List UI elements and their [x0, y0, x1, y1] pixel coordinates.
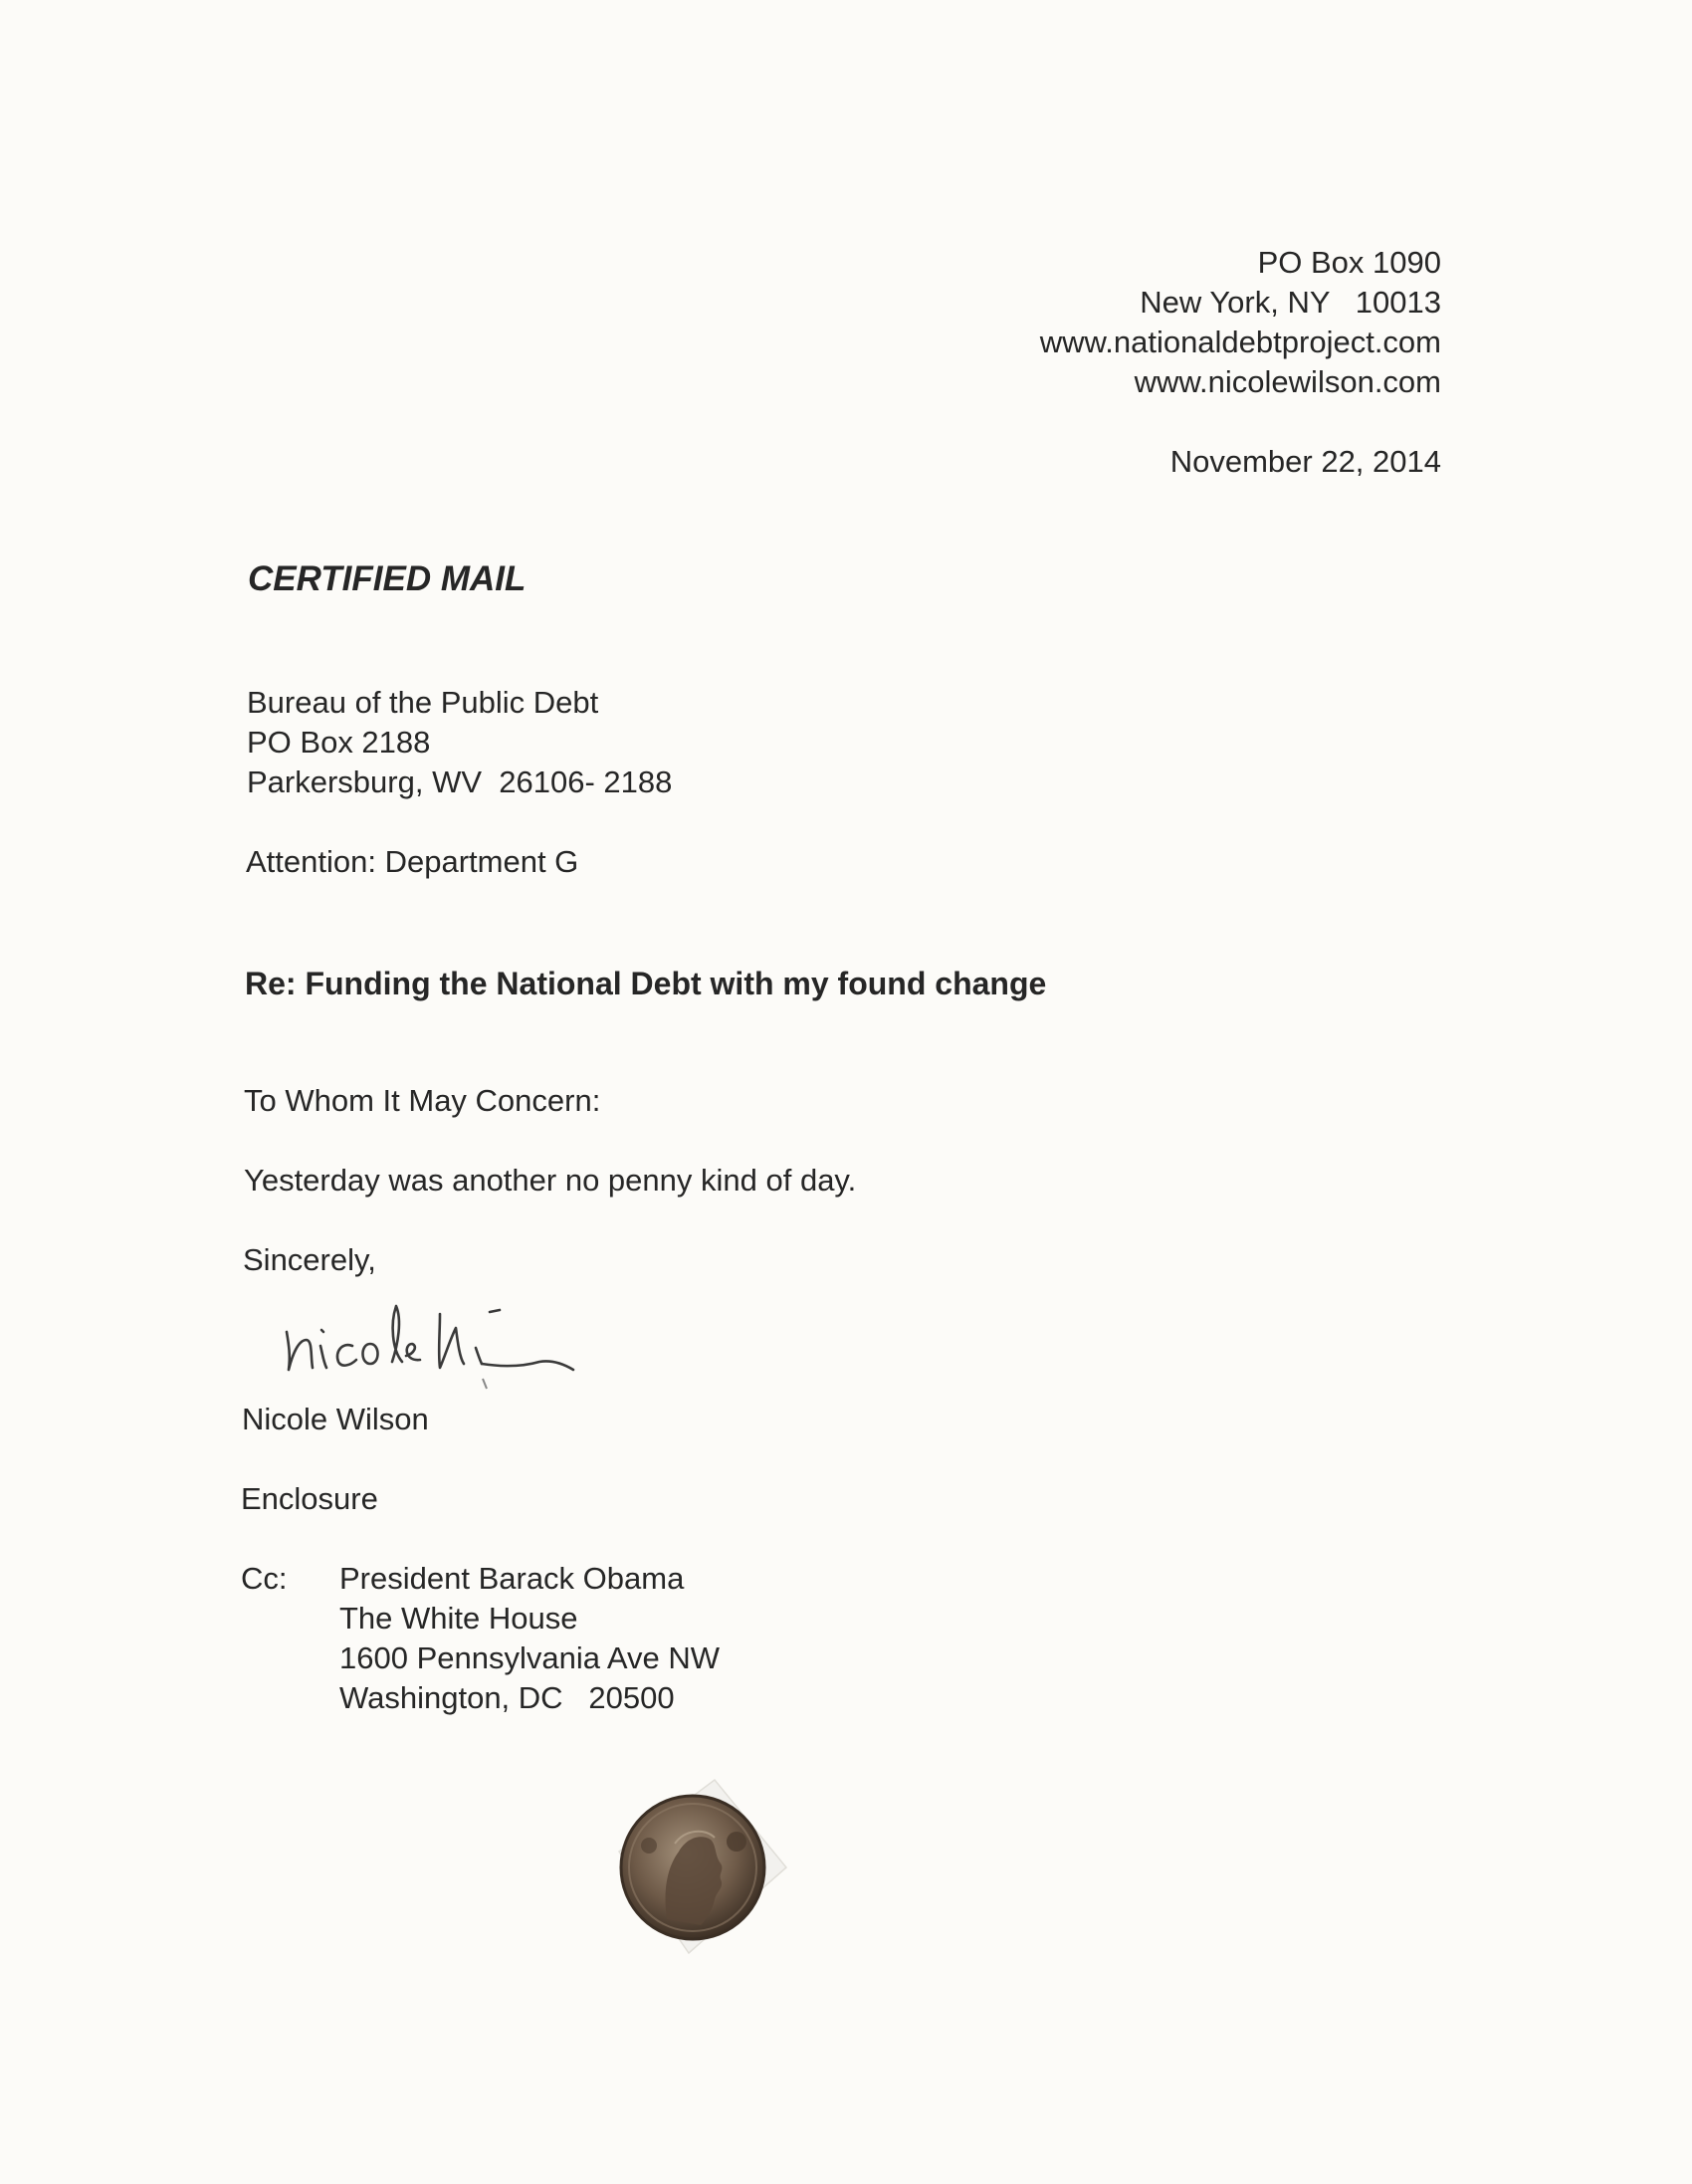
sender-address-line2: New York, NY 10013	[1140, 285, 1441, 320]
letter-body: Yesterday was another no penny kind of day.	[244, 1163, 857, 1198]
attention-line: Attention: Department G	[246, 844, 579, 879]
cc-line4: Washington, DC 20500	[339, 1680, 675, 1715]
recipient-name: Bureau of the Public Debt	[247, 685, 599, 720]
cc-line2: The White House	[339, 1601, 578, 1636]
subject-line: Re: Funding the National Debt with my found change	[245, 966, 1047, 1001]
recipient-address-line2: Parkersburg, WV 26106- 2188	[247, 764, 673, 799]
signature-name: Nicole Wilson	[242, 1402, 429, 1436]
cc-line3: 1600 Pennsylvania Ave NW	[339, 1640, 720, 1675]
penny-coin-icon	[597, 1772, 796, 1971]
sender-website-2: www.nicolewilson.com	[1134, 364, 1441, 399]
letter-date: November 22, 2014	[1169, 444, 1441, 479]
sender-website-1: www.nationaldebtproject.com	[1039, 325, 1441, 359]
salutation: To Whom It May Concern:	[244, 1083, 601, 1118]
enclosure-line: Enclosure	[241, 1481, 378, 1516]
recipient-address-line1: PO Box 2188	[247, 725, 431, 760]
cc-label: Cc:	[241, 1561, 288, 1596]
sender-address-line1: PO Box 1090	[1257, 245, 1441, 280]
closing: Sincerely,	[243, 1242, 376, 1277]
cc-line1: President Barack Obama	[339, 1561, 685, 1596]
handwritten-signature-icon	[269, 1284, 627, 1394]
mail-type-heading: CERTIFIED MAIL	[248, 559, 527, 598]
